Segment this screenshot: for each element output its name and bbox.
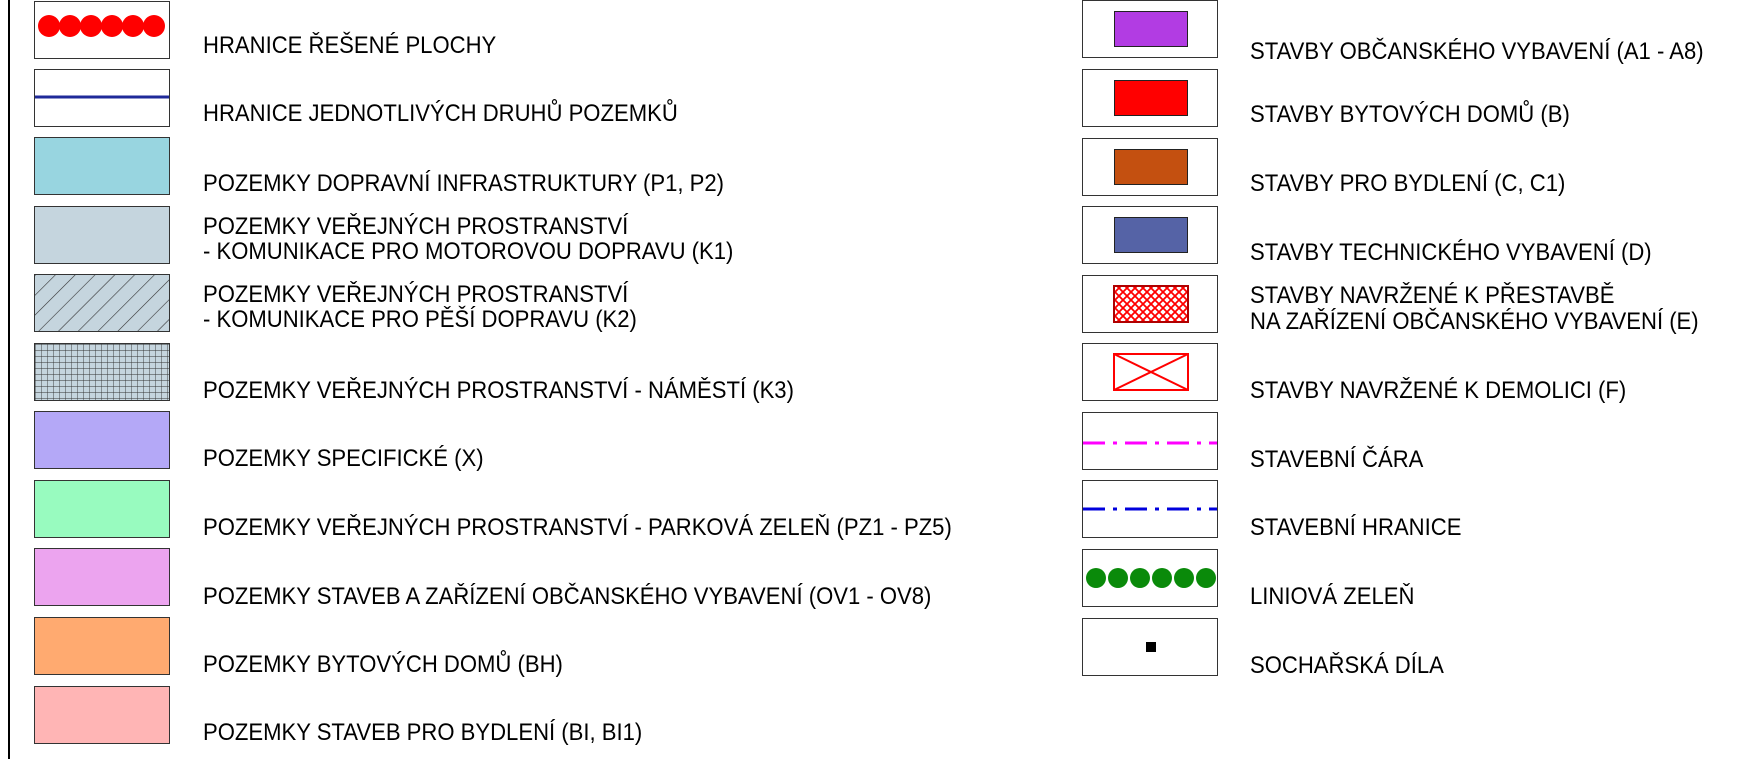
legend-label: LINIOVÁ ZELEŇ — [1250, 583, 1415, 610]
swatch-blue-dashdot-icon — [1082, 480, 1218, 538]
legend-label: STAVBY BYTOVÝCH DOMŮ (B) — [1250, 101, 1570, 128]
legend-label-line2: - KOMUNIKACE PRO MOTOROVOU DOPRAVU (K1) — [203, 238, 734, 265]
swatch-inner-fill — [1082, 138, 1218, 196]
legend-label: STAVBY OBČANSKÉHO VYBAVENÍ (A1 - A8) — [1250, 38, 1704, 65]
legend-label-line2: - KOMUNIKACE PRO PĚŠÍ DOPRAVU (K2) — [203, 306, 637, 333]
legend-label: POZEMKY BYTOVÝCH DOMŮ (BH) — [203, 651, 563, 678]
swatch-grid-icon — [34, 343, 170, 401]
swatch-inner-fill — [1082, 69, 1218, 127]
legend-label: POZEMKY VEŘEJNÝCH PROSTRANSTVÍ - PARKOVÁ ZELEŇ (PZ1 - PZ5) — [203, 514, 952, 541]
legend-label: STAVEBNÍ HRANICE — [1250, 514, 1462, 541]
page-edge-line — [8, 0, 10, 759]
swatch-demolition-x-icon — [1082, 343, 1218, 401]
legend-label: POZEMKY STAVEB PRO BYDLENÍ (BI, BI1) — [203, 719, 643, 746]
legend-label: STAVBY TECHNICKÉHO VYBAVENÍ (D) — [1250, 239, 1652, 266]
legend-label-line2: NA ZAŘÍZENÍ OBČANSKÉHO VYBAVENÍ (E) — [1250, 308, 1699, 335]
swatch-fill — [34, 617, 170, 675]
legend-label: SOCHAŘSKÁ DÍLA — [1250, 652, 1444, 679]
legend-label: HRANICE ŘEŠENÉ PLOCHY — [203, 32, 497, 59]
legend-label: STAVBY PRO BYDLENÍ (C, C1) — [1250, 170, 1566, 197]
legend-label: STAVBY NAVRŽENÉ K DEMOLICI (F) — [1250, 377, 1627, 404]
swatch-red-dots-icon — [34, 1, 170, 59]
swatch-fill — [34, 686, 170, 744]
swatch-magenta-dashdot-icon — [1082, 412, 1218, 470]
swatch-fill — [34, 548, 170, 606]
swatch-inner-fill — [1082, 206, 1218, 264]
swatch-fill — [34, 480, 170, 538]
swatch-green-dots-icon — [1082, 549, 1218, 607]
swatch-fill — [34, 137, 170, 195]
legend-label: POZEMKY VEŘEJNÝCH PROSTRANSTVÍ — [203, 213, 629, 240]
swatch-hatch-icon — [34, 274, 170, 332]
swatch-crosshatch-icon — [1082, 275, 1218, 333]
legend-label: POZEMKY STAVEB A ZAŘÍZENÍ OBČANSKÉHO VYBAVENÍ (OV1 - OV8) — [203, 583, 932, 610]
legend-label: POZEMKY DOPRAVNÍ INFRASTRUKTURY (P1, P2) — [203, 170, 725, 197]
swatch-fill — [34, 206, 170, 264]
legend-label: STAVEBNÍ ČÁRA — [1250, 446, 1424, 473]
legend-label: HRANICE JEDNOTLIVÝCH DRUHŮ POZEMKŮ — [203, 100, 678, 127]
swatch-blue-line-icon — [34, 69, 170, 127]
swatch-fill — [34, 411, 170, 469]
legend-label: POZEMKY VEŘEJNÝCH PROSTRANSTVÍ - NÁMĚSTÍ (K3) — [203, 377, 794, 404]
legend-label: STAVBY NAVRŽENÉ K PŘESTAVBĚ — [1250, 282, 1615, 309]
swatch-square-icon — [1082, 618, 1218, 676]
swatch-inner-fill — [1082, 0, 1218, 58]
legend-label: POZEMKY SPECIFICKÉ (X) — [203, 445, 484, 472]
legend-label: POZEMKY VEŘEJNÝCH PROSTRANSTVÍ — [203, 281, 629, 308]
